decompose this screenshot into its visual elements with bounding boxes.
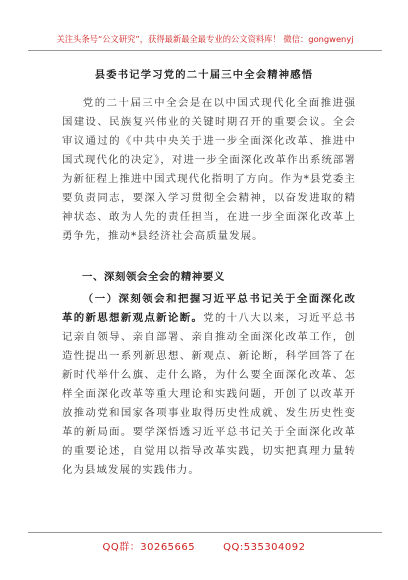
footer-divider xyxy=(28,532,382,533)
intro-paragraph: 党的二十届三中全会是在以中国式现代化全面推进强国建设、民族复兴伟业的关键时期召开的重要会议。全会审议通过的《中共中央关于进一步全面深化改革、推进中国式现代化的决定》，对进一步全面深化改革作出系统部署为新征程上推进中国式现代化指明了方向。作为*县党委主要负责同志，要深入学习贯彻全会精神，以奋发进取的精神状态、敢为人先的责任担当，在进一步全面深化改革上勇争先，推动*县经济社会高质量发展。 xyxy=(62,97,356,242)
footer-qq-group: QQ群：30265665 xyxy=(102,542,196,553)
footer-qq: QQ:535304092 xyxy=(223,542,306,553)
subsection-heading: （一）深刻领会和把握习近平总书记关于全面深化改革的新思想新观点新论断。 xyxy=(62,293,356,324)
section-heading: 一、深刻领会全会的精神要义 xyxy=(82,271,225,283)
header-banner: 关注头条号“公文研究”，获得最新最全最专业的公文资料库！ 微信：gongwenyj xyxy=(56,34,354,44)
subsection-paragraph xyxy=(62,290,356,480)
subsection-body: 党的十八大以来，习近平总书记亲自领导、亲自部署、亲自推动全面深化改革工作，创造性提出一系列新思想、新观点、新论断，科学回答了在新时代举什么旗、走什么路，为什么要全面深化改革、怎样全面深化改革等重大理论和实践问题，开创了以改革开放推动党和国家各项事业取得历史性成就、发生历史性变革的新局面。要学深悟透习近平总书记关于全面深化改革的重要论述，自觉用以指导改革实践，切实把真理力量转化为县域发展的实践伟力。 xyxy=(62,312,356,476)
document-title: 县委书记学习党的二十届三中全会精神感悟 xyxy=(94,69,314,81)
header-divider xyxy=(28,50,382,51)
footer xyxy=(0,538,408,553)
